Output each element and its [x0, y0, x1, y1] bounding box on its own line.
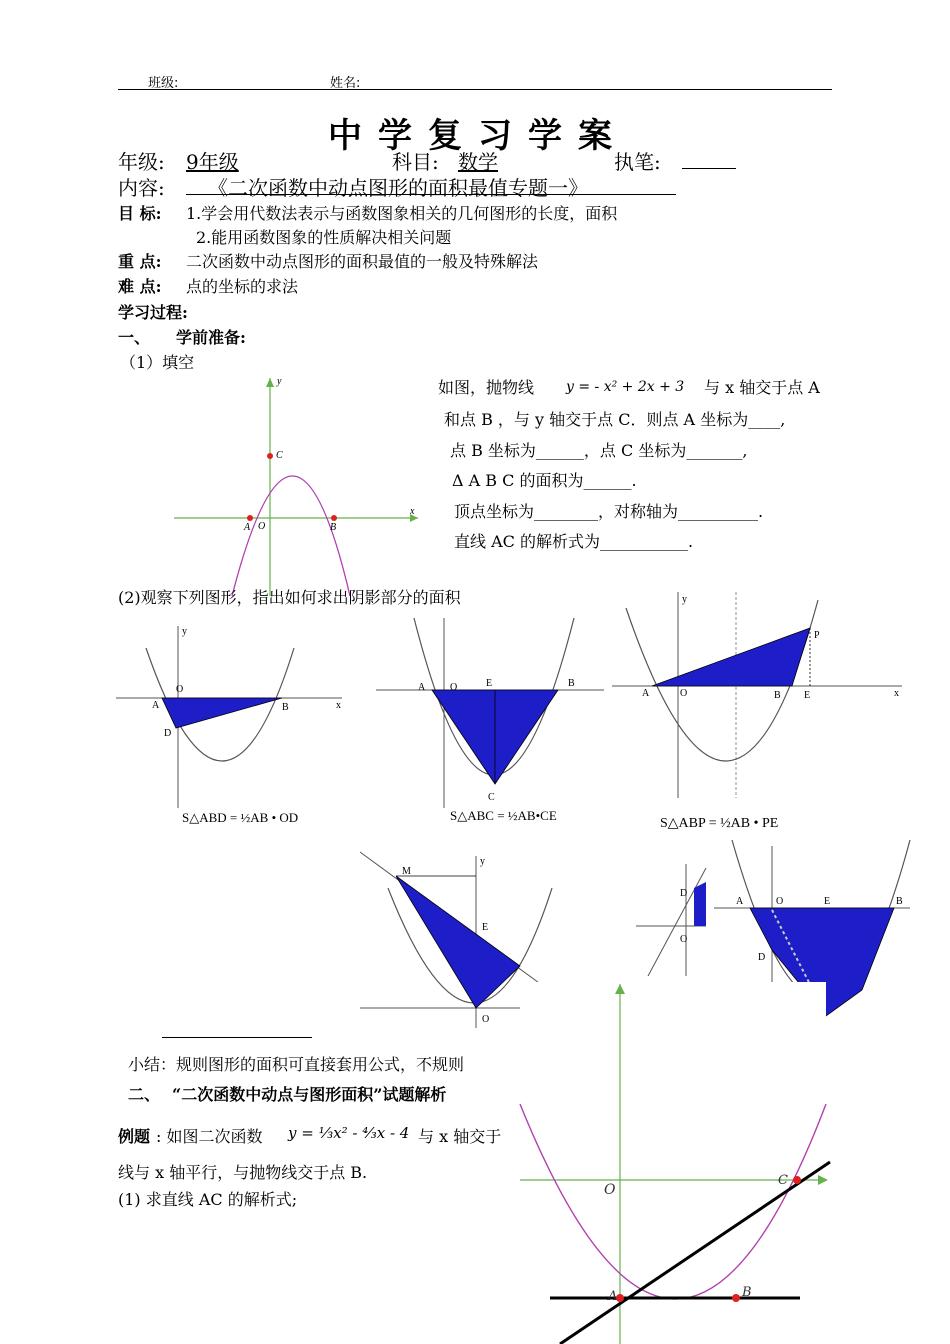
- c-label: C: [276, 450, 283, 461]
- e-label: E: [486, 678, 493, 689]
- section2-num: 二、: [128, 1085, 161, 1104]
- origin-label: O: [176, 684, 184, 695]
- x-label: x: [336, 700, 341, 711]
- origin-label: O: [450, 682, 458, 693]
- e-label: E: [824, 896, 831, 907]
- point-c: [267, 453, 273, 459]
- caption-abp: S△ABP = ½AB • PE: [660, 816, 779, 831]
- a-label: A: [152, 700, 160, 711]
- p-label: P: [814, 630, 820, 641]
- caption-abc: S△ABC = ½AB•CE: [450, 808, 557, 823]
- b-label: B: [896, 896, 903, 907]
- point-a: [247, 515, 253, 521]
- grade-value: 9年级: [186, 150, 239, 174]
- origin-label: O: [482, 1014, 490, 1025]
- d-label: D: [680, 888, 688, 899]
- x-label: x: [410, 506, 415, 517]
- y-label: y: [480, 856, 485, 867]
- subject-label: 科目:: [392, 150, 439, 174]
- summary-text: 小结：规则图形的面积可直接套用公式，不规则: [128, 1055, 465, 1074]
- example-q1: (1) 求直线 AC 的解析式;: [118, 1190, 298, 1209]
- y-label: y: [682, 594, 687, 605]
- goals-line1: 1.学会用代数法表示与函数图象相关的几何图形的长度，面积: [186, 204, 618, 223]
- author-blank: [682, 168, 736, 169]
- class-label: 班级:: [148, 76, 179, 91]
- b-label: B: [568, 678, 575, 689]
- parabola-curve: [520, 1104, 826, 1299]
- point-b: [331, 515, 337, 521]
- content-value: 《二次函数中动点图形的面积最值专题一》: [208, 176, 588, 200]
- q1-line5: 顶点坐标为________，对称轴为__________.: [454, 502, 764, 521]
- q1-line6: 直线 AC 的解析式为___________.: [454, 532, 694, 551]
- y-axis-arrow-icon: [615, 984, 625, 994]
- x-axis-arrow-icon: [818, 1175, 828, 1185]
- y-label: y: [277, 376, 282, 387]
- b-label: B: [282, 702, 289, 713]
- origin-label: O: [258, 521, 266, 532]
- summary-rule: [162, 1037, 312, 1038]
- q2-label: (2)观察下列图形，指出如何求出阴影部分的面积: [118, 588, 461, 607]
- figure-abd: [116, 618, 346, 808]
- m-label: M: [402, 866, 411, 877]
- q1-line2: 和点 B ，与 y 轴交于点 C．则点 A 坐标为____,: [444, 410, 786, 429]
- section2-title: “二次函数中动点与图形面积”试题解析: [172, 1085, 447, 1104]
- q1-line1-a: 如图，抛物线: [438, 378, 535, 397]
- q1-line4: Δ A B C 的面积为______.: [452, 471, 637, 490]
- c-label: C: [778, 1173, 788, 1188]
- origin-label: O: [680, 934, 688, 945]
- subject-value: 数学: [458, 150, 498, 174]
- origin-label: O: [776, 896, 784, 907]
- b-label: B: [330, 522, 337, 533]
- point-c: [793, 1176, 801, 1184]
- figure-abp: [612, 588, 912, 810]
- key-text: 二次函数中动点图形的面积最值的一般及特殊解法: [186, 252, 539, 271]
- q1-label: （1）填空: [120, 353, 195, 372]
- example-line2: 线与 x 轴平行，与抛物线交于点 B.: [118, 1163, 368, 1182]
- author-label: 执笔:: [614, 150, 661, 174]
- grade-label: 年级:: [118, 150, 165, 174]
- origin-label: O: [680, 688, 688, 699]
- a-label: A: [642, 688, 650, 699]
- e-label: E: [804, 690, 811, 701]
- q1-line1-b: 与 x 轴交于点 A: [704, 378, 820, 397]
- goals-label: 目 标:: [118, 204, 162, 223]
- parabola-curve: [232, 476, 350, 596]
- example-text-a: : 如图二次函数: [156, 1127, 263, 1146]
- section1-title: 学前准备:: [176, 328, 246, 347]
- x-label: x: [894, 688, 899, 699]
- name-label: 姓名:: [330, 76, 361, 91]
- d-label: D: [758, 952, 766, 963]
- caption-abd: S△ABD = ½AB • OD: [182, 810, 299, 825]
- shaded-region-d: [694, 882, 706, 926]
- q1-line3: 点 B 坐标为______，点 C 坐标为_______,: [450, 441, 748, 460]
- a-label: A: [608, 1289, 618, 1304]
- q1-formula: y = - x² + 2x + 3: [566, 379, 685, 395]
- a-label: A: [418, 682, 426, 693]
- section1-num: 一、: [118, 328, 151, 347]
- b-label: B: [742, 1285, 752, 1300]
- header-rule: [118, 89, 832, 90]
- key-label: 重 点:: [118, 252, 162, 271]
- shaded-triangle-abp: [652, 628, 810, 686]
- y-label: y: [182, 626, 187, 637]
- c-label: C: [488, 792, 495, 803]
- point-b: [732, 1294, 740, 1302]
- hard-label: 难 点:: [118, 277, 162, 296]
- example-text-b: 与 x 轴交于: [418, 1127, 502, 1146]
- d-label: D: [164, 728, 172, 739]
- figure-abc: [376, 618, 606, 808]
- goals-line2: 2.能用函数图象的性质解决相关问题: [196, 228, 452, 247]
- q1-parabola-graph: [174, 374, 420, 596]
- y-axis-arrow-icon: [266, 378, 274, 387]
- a-label: A: [244, 522, 251, 533]
- example-graph: [520, 982, 830, 1344]
- hard-text: 点的坐标的求法: [186, 277, 299, 296]
- e-label: E: [482, 922, 489, 933]
- page-title: 中学复习学案: [328, 116, 628, 156]
- shaded-triangle-m: [396, 876, 520, 1008]
- origin-label: O: [604, 1182, 616, 1198]
- figure-small-d: [628, 858, 708, 978]
- example-label: 例题: [118, 1127, 151, 1146]
- b-label: B: [774, 690, 781, 701]
- a-label: A: [736, 896, 744, 907]
- content-label: 内容:: [118, 176, 165, 200]
- process-label: 学习过程:: [118, 303, 188, 322]
- example-formula: y = ⅓x² - ⁴⁄₃x - 4: [288, 1124, 410, 1142]
